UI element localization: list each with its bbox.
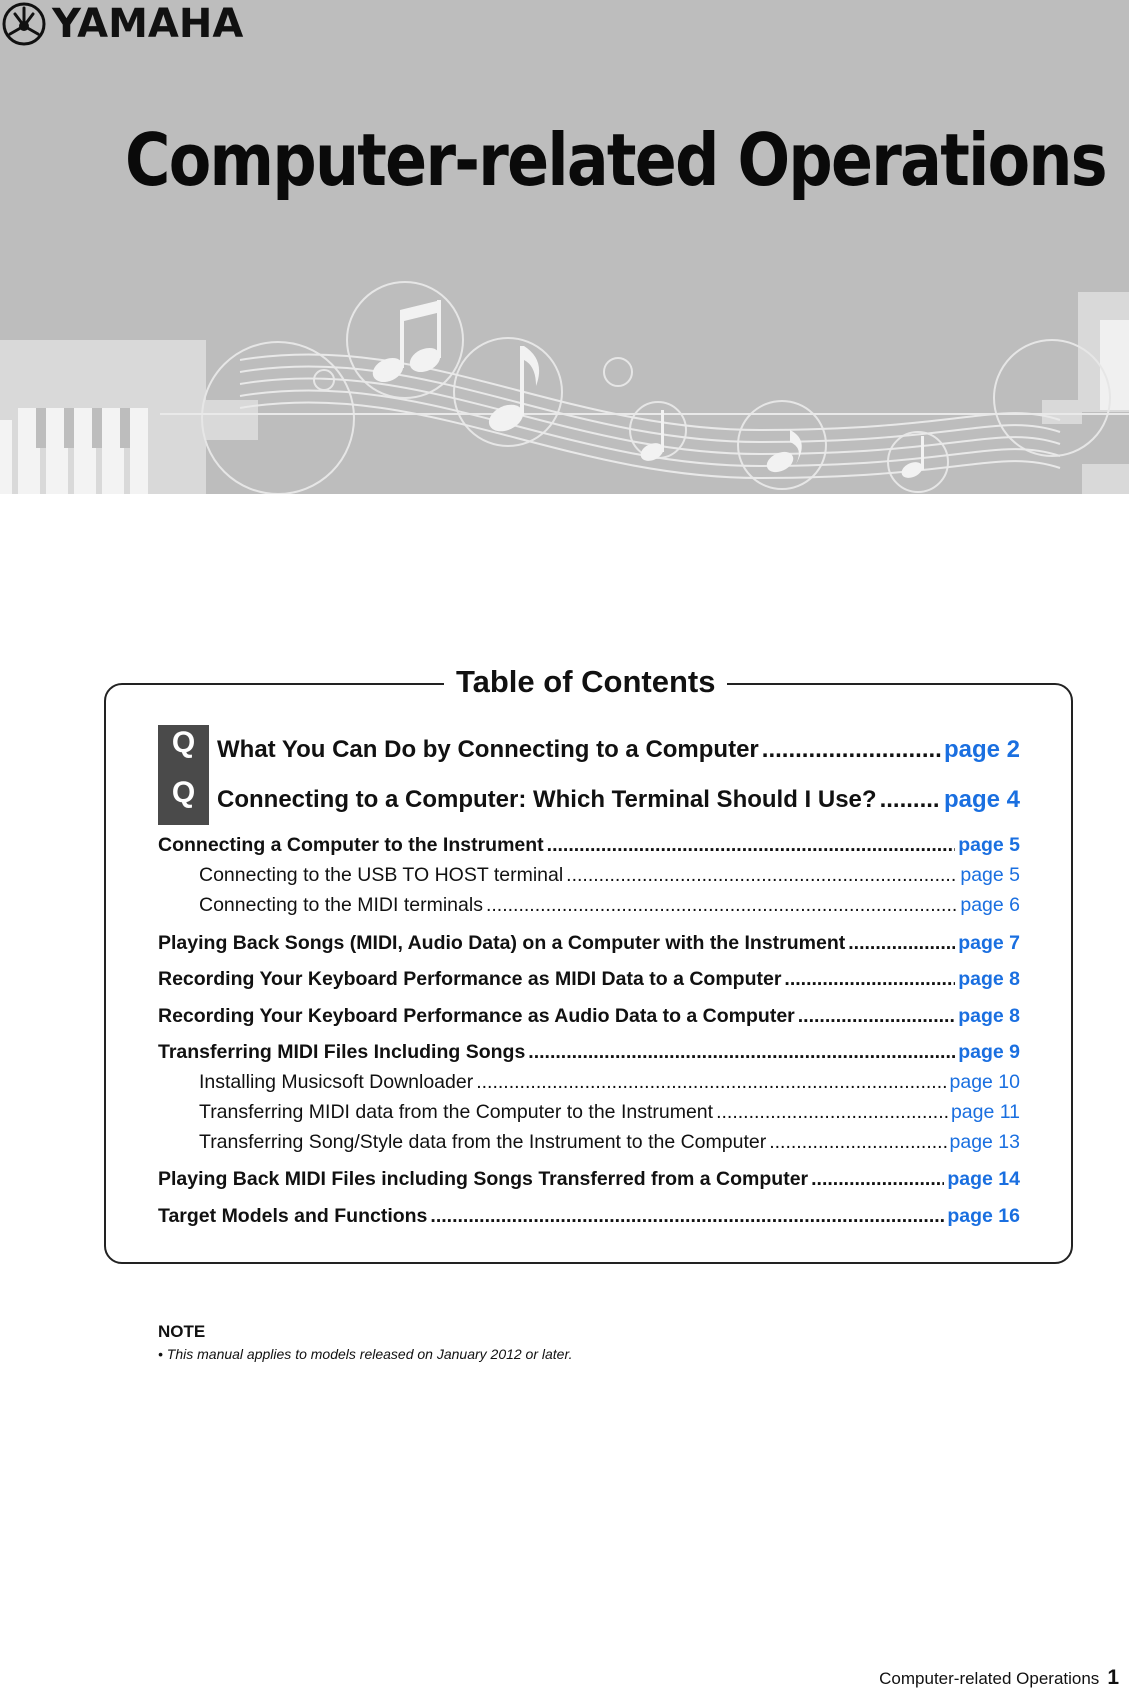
toc-entry-title: Playing Back MIDI Files including Songs Transferred from a Computer: [158, 1168, 809, 1190]
toc-page-link[interactable]: page 6: [960, 894, 1020, 916]
toc-entry[interactable]: [158, 1041, 1020, 1064]
toc-page-link[interactable]: page 5: [958, 834, 1020, 856]
dot-leader: [528, 1041, 955, 1064]
toc-page-link[interactable]: page 2: [943, 736, 1020, 763]
toc-subentry[interactable]: [199, 864, 1020, 887]
header-banner: [0, 0, 1129, 494]
dot-leader: [566, 864, 957, 887]
toc-heading: Table of Contents: [444, 660, 727, 704]
dot-leader: [486, 894, 957, 917]
q-badge-icon: Q: [158, 725, 209, 775]
toc-entry[interactable]: [158, 834, 1020, 857]
toc-page-link[interactable]: page 7: [958, 932, 1020, 954]
brand-logo: [2, 2, 243, 46]
toc-subentry[interactable]: [199, 1131, 1020, 1154]
toc-page-link[interactable]: page 10: [949, 1071, 1020, 1093]
toc-page-link[interactable]: page 9: [958, 1041, 1020, 1063]
toc-entry[interactable]: [217, 736, 1020, 776]
toc-subentry[interactable]: [199, 894, 1020, 917]
toc-entry[interactable]: [158, 932, 1020, 955]
toc-entry-title: Connecting to the USB TO HOST terminal: [199, 864, 564, 886]
toc-entry-title: Target Models and Functions: [158, 1205, 428, 1227]
toc-entry[interactable]: [217, 786, 1020, 826]
dot-leader: [798, 1005, 955, 1028]
footer-label: Computer-related Operations: [879, 1669, 1100, 1688]
dot-leader: [762, 736, 941, 764]
dot-leader: [784, 968, 955, 991]
dot-leader: [880, 786, 941, 814]
toc-entry[interactable]: [158, 1205, 1020, 1228]
toc-entry[interactable]: [158, 1005, 1020, 1028]
toc-entry-title: Playing Back Songs (MIDI, Audio Data) on a Computer with the Instrument: [158, 932, 846, 954]
brand-name: YAMAHA: [52, 1, 244, 47]
toc-entry[interactable]: [158, 1168, 1020, 1191]
toc-entry-title: Transferring MIDI Files Including Songs: [158, 1041, 526, 1063]
toc-page-link[interactable]: page 13: [949, 1131, 1020, 1153]
toc-entry[interactable]: [158, 968, 1020, 991]
toc-page-link[interactable]: page 11: [950, 1101, 1020, 1123]
music-staff-illustration: [0, 0, 1129, 494]
dot-leader: [430, 1205, 944, 1228]
page-number: 1: [1107, 1666, 1119, 1689]
toc-page-link[interactable]: page 16: [947, 1205, 1020, 1227]
dot-leader: [476, 1071, 946, 1094]
page-title: Computer-related Operations: [125, 118, 1106, 202]
note-heading: NOTE: [158, 1322, 206, 1341]
q-badge-icon: Q: [158, 775, 209, 825]
toc-entry-title: What You Can Do by Connecting to a Computer: [217, 736, 759, 763]
toc-entry-title: Connecting to a Computer: Which Terminal Should I Use?: [217, 786, 877, 813]
toc-entry-title: Connecting a Computer to the Instrument: [158, 834, 544, 856]
toc-subentry[interactable]: [199, 1071, 1020, 1094]
toc-entry-title: Installing Musicsoft Downloader: [199, 1071, 474, 1093]
toc-entry-title: Transferring Song/Style data from the Instrument to the Computer: [199, 1131, 767, 1153]
toc-entry-title: Recording Your Keyboard Performance as Audio Data to a Computer: [158, 1005, 795, 1027]
toc-entry-title: Transferring MIDI data from the Computer to the Instrument: [199, 1101, 714, 1123]
toc-entry-title: Connecting to the MIDI terminals: [199, 894, 483, 916]
toc-page-link[interactable]: page 8: [958, 1005, 1020, 1027]
dot-leader: [547, 834, 956, 857]
toc-entry-title: Recording Your Keyboard Performance as MIDI Data to a Computer: [158, 968, 782, 990]
toc-subentry[interactable]: [199, 1101, 1020, 1124]
dot-leader: [716, 1101, 948, 1124]
dot-leader: [811, 1168, 944, 1191]
toc-page-link[interactable]: page 4: [943, 786, 1020, 813]
dot-leader: [848, 932, 955, 955]
dot-leader: [769, 1131, 946, 1154]
note-text: • This manual applies to models released on January 2012 or later.: [158, 1346, 573, 1362]
toc-page-link[interactable]: page 5: [960, 864, 1020, 886]
toc-page-link[interactable]: page 8: [958, 968, 1020, 990]
tuning-fork-emblem-icon: [2, 2, 46, 46]
toc-page-link[interactable]: page 14: [947, 1168, 1020, 1190]
page-footer: [879, 1666, 1119, 1690]
